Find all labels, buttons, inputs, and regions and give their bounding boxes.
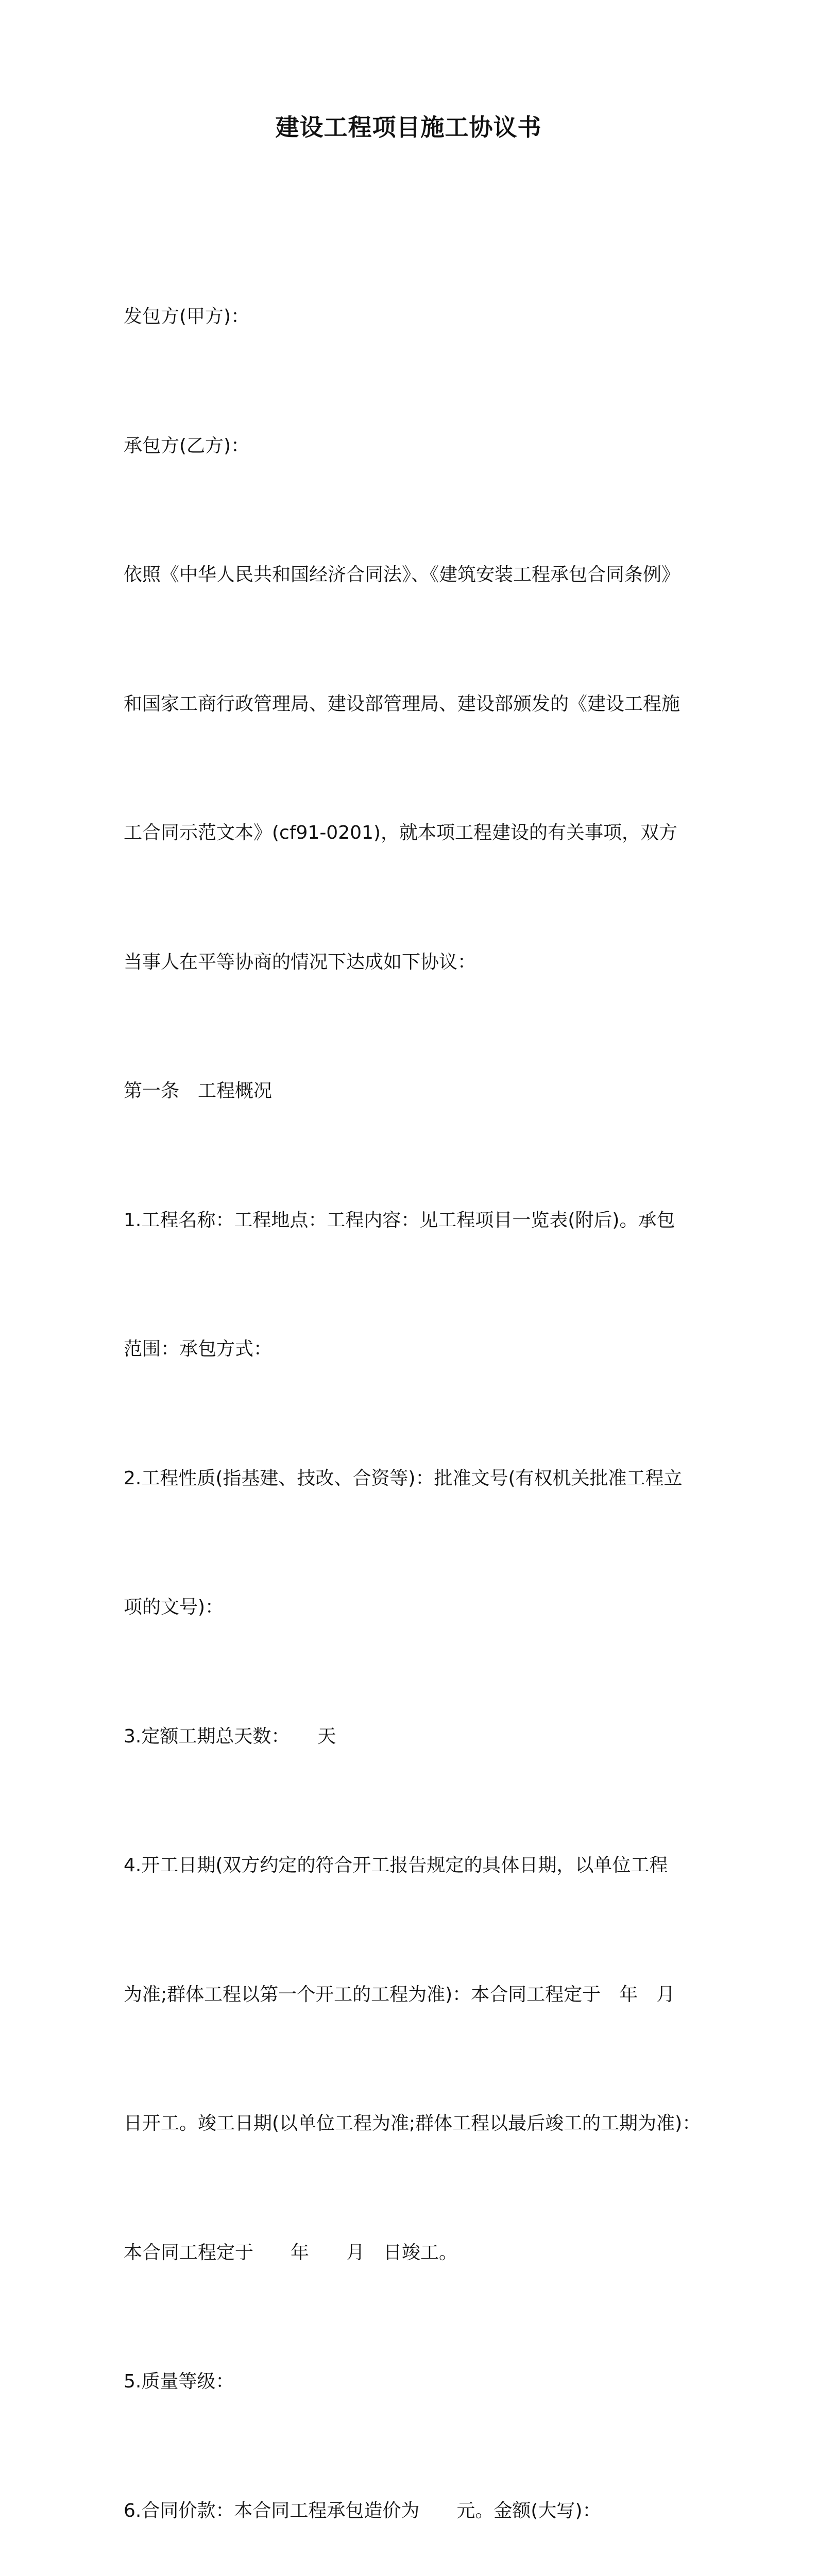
document-title: 建设工程项目施工协议书 xyxy=(275,113,542,141)
text-line-item-4b: 为准;群体工程以第一个开工的工程为准)：本合同工程定于 年 月 xyxy=(124,1984,675,2005)
document-body xyxy=(124,209,703,2576)
text-line-party-a: 发包方(甲方)： xyxy=(124,306,250,327)
text-line-item-1a: 1.工程名称：工程地点：工程内容：见工程项目一览表(附后)。承包 xyxy=(124,1209,675,1231)
text-line-item-4a: 4.开工日期(双方约定的符合开工报告规定的具体日期，以单位工程 xyxy=(124,1855,668,1876)
text-line-item-2b: 项的文号)： xyxy=(124,1597,224,1618)
text-line-preamble-3: 工合同示范文本》(cf91-0201)，就本项工程建设的有关事项，双方 xyxy=(124,822,677,843)
text-line-item-4d: 本合同工程定于 年 月 日竣工。 xyxy=(124,2242,458,2263)
text-line-item-4c: 日开工。竣工日期(以单位工程为准;群体工程以最后竣工的工期为准)： xyxy=(124,2113,701,2134)
text-line-item-2a: 2.工程性质(指基建、技改、合资等)：批准文号(有权机关批准工程立 xyxy=(124,1467,683,1489)
text-line-preamble-2: 和国家工商行政管理局、建设部管理局、建设部颁发的《建设工程施 xyxy=(124,693,680,715)
text-line-preamble-1: 依照《中华人民共和国经济合同法》、《建筑安装工程承包合同条例》 xyxy=(124,564,680,585)
text-line-item-5: 5.质量等级： xyxy=(124,2371,234,2392)
text-line-item-6: 6.合同价款：本合同工程承包造价为 元。金额(大写)： xyxy=(124,2500,601,2521)
text-line-party-b: 承包方(乙方)： xyxy=(124,435,250,456)
text-line-item-3: 3.定额工期总天数： 天 xyxy=(124,1725,336,1747)
text-line-item-1b: 范围：承包方式： xyxy=(124,1338,273,1360)
article-1-heading: 第一条 工程概况 xyxy=(124,1080,273,1101)
text-line-preamble-4: 当事人在平等协商的情况下达成如下协议： xyxy=(124,951,476,973)
